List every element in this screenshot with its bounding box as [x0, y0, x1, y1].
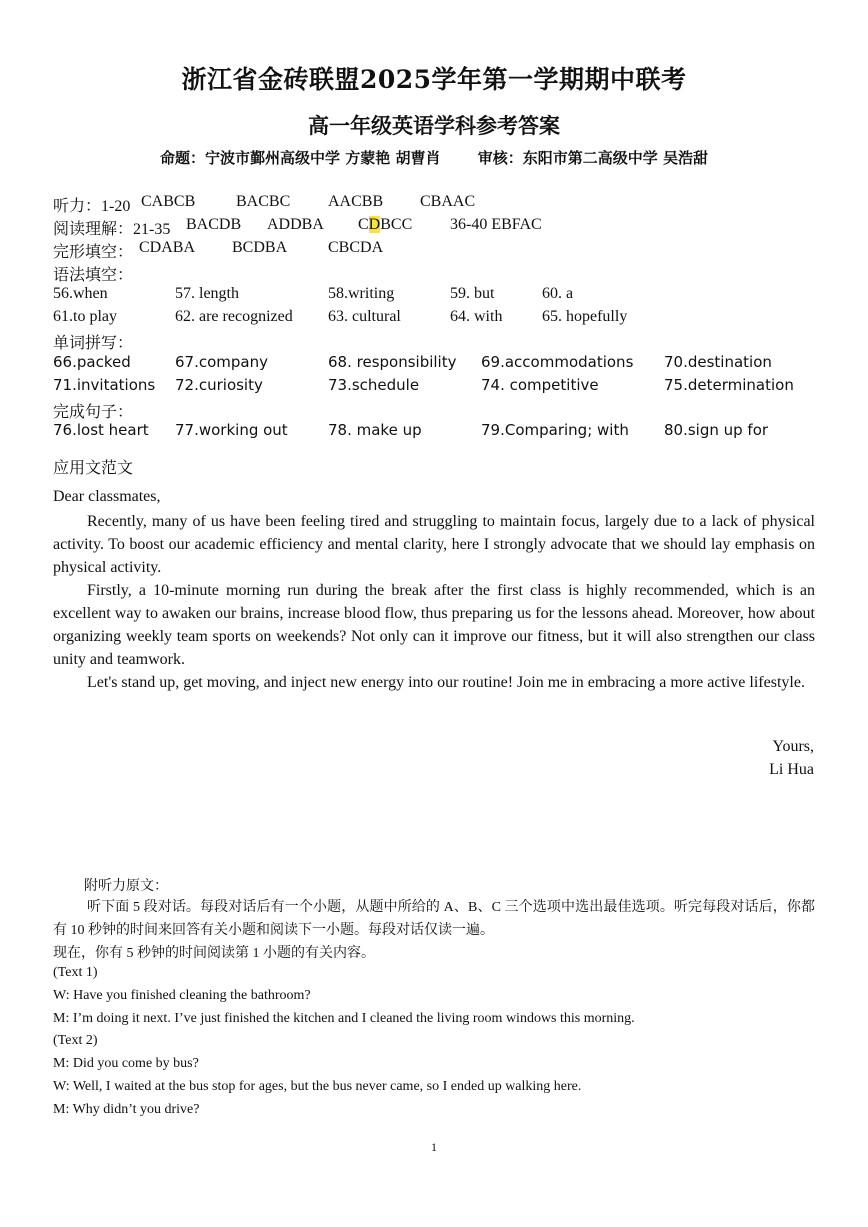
answer-group: CBAAC: [420, 193, 476, 210]
answer-item: 64. with: [450, 308, 503, 325]
sentences-label: 完成句子：: [53, 404, 134, 421]
answer-item: 63. cultural: [328, 308, 401, 325]
highlight-mark: D: [368, 216, 381, 233]
answer-item: 59. but: [450, 285, 495, 302]
page-number: 1: [431, 1140, 437, 1154]
author-credit: 命题：宁波市鄞州高级中学 方蒙艳 胡曹肖: [160, 149, 441, 167]
answer-item: 80.sign up for: [664, 421, 769, 439]
answer-group: 36-40 EBFAC: [450, 216, 542, 233]
essay-paragraph: Recently, many of us have been feeling tired and struggling to maintain focus, largely due to a lack of physical activity. To boost our academic efficiency and mental clarity, here I strongly advocate that we should lay emphasis on physical activity.: [53, 513, 815, 576]
essay-closing: Yours,: [772, 738, 814, 755]
answer-item: 75.determination: [664, 376, 794, 394]
reviewer-credit: 审核：东阳市第二高级中学 吴浩甜: [477, 149, 708, 167]
grammar-label: 语法填空：: [53, 267, 134, 284]
answer-item: 58.writing: [328, 285, 395, 302]
spelling-label: 单词拼写：: [53, 335, 134, 352]
answer-item: 68. responsibility: [328, 353, 457, 371]
answer-item: 69.accommodations: [481, 353, 634, 371]
document-subtitle: 高一年级英语学科参考答案: [308, 113, 560, 138]
answer-item: 76.lost heart: [53, 421, 149, 439]
listening-instructions: 听下面 5 段对话。每段对话后有一个小题，从题中所给的 A、B、C 三个选项中选出最佳选项。听完每段对话后，你都有 10 秒钟的时间来回答有关小题和阅读下一小题。每段对话仅读一遍。: [53, 900, 815, 938]
script-line: M: Why didn’t you drive?: [53, 1102, 200, 1117]
answer-group: BCDBA: [232, 239, 288, 256]
answer-item: 66.packed: [53, 353, 131, 371]
answer-item: 61.to play: [53, 308, 117, 325]
answer-group: BACDB: [186, 216, 242, 233]
cloze-label: 完形填空：: [53, 244, 134, 261]
script-line: W: Have you finished cleaning the bathroom?: [53, 988, 311, 1003]
listening-prompt: 现在，你有 5 秒钟的时间阅读第 1 小题的有关内容。: [53, 946, 375, 961]
answer-item: 57. length: [175, 285, 239, 302]
answer-group: BACBC: [236, 193, 291, 210]
author-line: [0, 147, 868, 168]
answer-item: 70.destination: [664, 353, 772, 371]
answer-item: 77.working out: [175, 421, 288, 439]
essay-signature: Li Hua: [769, 761, 814, 778]
answer-group: CABCB: [141, 193, 196, 210]
script-line: (Text 1): [53, 965, 98, 980]
essay-paragraph: Let's stand up, get moving, and inject new energy into our routine! Join me in embracing a more active lifestyle.: [87, 674, 805, 691]
essay-paragraph: Firstly, a 10-minute morning run during the break after the first class is highly recommended, which is an excellent way to awaken our brains, increase blood flow, thus preparing us for the lessons ahead. Moreover, how about organizing weekly team sports on weekends? Not only can it improve our fitness, but it will also strengthen our class unity and teamwork.: [53, 582, 815, 668]
answer-item: 72.curiosity: [175, 376, 263, 394]
essay-greeting: Dear classmates,: [53, 488, 161, 505]
answer-item: 73.schedule: [328, 376, 420, 394]
answer-group: CBCDA: [328, 239, 384, 256]
script-line: M: I’m doing it next. I’ve just finished the kitchen and I cleaned the living room windows this morning.: [53, 1011, 635, 1026]
script-line: M: Did you come by bus?: [53, 1056, 199, 1071]
script-line: (Text 2): [53, 1033, 98, 1048]
answer-group: CDABA: [139, 239, 196, 256]
answer-item: 62. are recognized: [175, 308, 293, 325]
script-line: W: Well, I waited at the bus stop for ages, but the bus never came, so I ended up walking here.: [53, 1079, 582, 1094]
listening-label: 听力：1-20: [53, 198, 131, 215]
listening-script-heading: 附听力原文：: [84, 878, 168, 894]
document-title: 浙江省金砖联盟2025学年第一学期期中联考: [181, 65, 687, 94]
answer-item: 60. a: [542, 285, 574, 302]
answer-item: 74. competitive: [481, 376, 599, 394]
answer-group: CDBCC: [358, 216, 413, 233]
answer-item: 78. make up: [328, 421, 422, 439]
answer-item: 67.company: [175, 353, 268, 371]
answer-group: ADDBA: [267, 216, 324, 233]
answer-item: 71.invitations: [53, 376, 156, 394]
reading-label: 阅读理解：21-35: [53, 221, 171, 238]
answer-item: 79.Comparing; with: [481, 421, 629, 439]
essay-heading: 应用文范文: [53, 460, 134, 477]
answer-item: 56.when: [53, 285, 108, 302]
answer-item: 65. hopefully: [542, 308, 628, 325]
answer-group: AACBB: [328, 193, 384, 210]
